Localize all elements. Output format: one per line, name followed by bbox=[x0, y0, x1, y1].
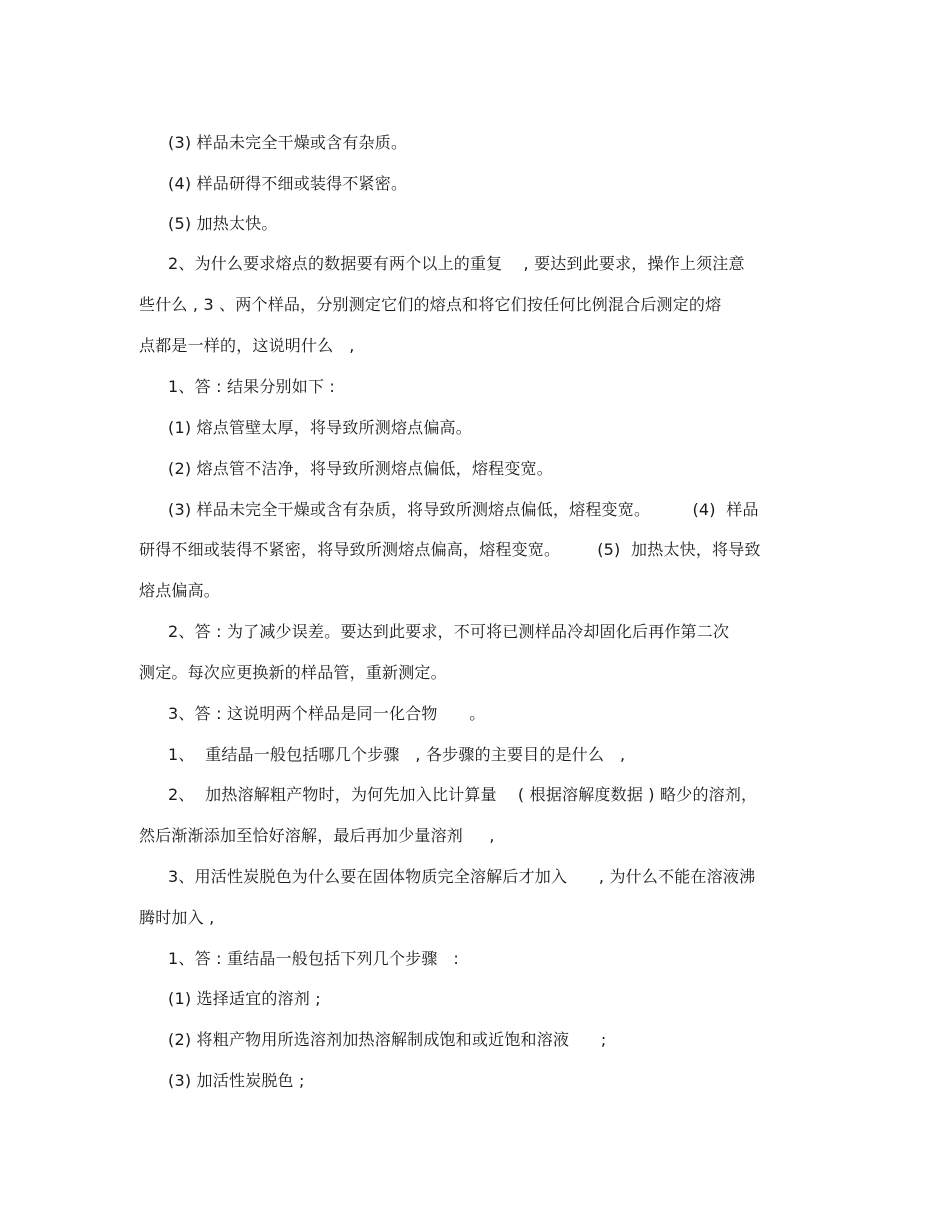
text-line: 测定。每次应更换新的样品管，重新测定。 bbox=[139, 663, 447, 682]
text-line: 2、答 : 为了减少误差。要达到此要求，不可将已测样品冷却固化后再作第二次 bbox=[168, 622, 730, 641]
text-line: 1、答 : 重结晶一般包括下列几个步骤 : bbox=[168, 949, 459, 968]
text-line: (4) 样品研得不细或装得不紧密。 bbox=[168, 174, 408, 193]
text-line: (2) 熔点管不洁净，将导致所测熔点偏低，熔程变宽。 bbox=[168, 459, 553, 478]
text-line: (3) 样品未完全干燥或含有杂质。 bbox=[168, 133, 408, 152]
text-line: (5) 加热太快。 bbox=[168, 214, 278, 233]
text-line: (1) 熔点管壁太厚，将导致所测熔点偏高。 bbox=[168, 418, 472, 437]
text-line: (3) 加活性炭脱色 ; bbox=[168, 1071, 305, 1090]
text-line: 2、为什么要求熔点的数据要有两个以上的重复 , 要达到此要求，操作上须注意 bbox=[168, 254, 745, 273]
text-line: 腾时加入 , bbox=[139, 908, 215, 927]
text-line: 1、 重结晶一般包括哪几个步骤 , 各步骤的主要目的是什么 , bbox=[168, 745, 626, 764]
text-line: 3、用活性炭脱色为什么要在固体物质完全溶解后才加入 , 为什么不能在溶液沸 bbox=[168, 867, 756, 886]
text-line: 研得不细或装得不紧密，将导致所测熔点偏高，熔程变宽。 (5) 加热太快，将导致 bbox=[139, 540, 761, 559]
text-line: 点都是一样的，这说明什么 , bbox=[139, 336, 355, 355]
text-line: 2、 加热溶解粗产物时，为何先加入比计算量 ( 根据溶解度数据 ) 略少的溶剂， bbox=[168, 785, 758, 804]
text-line: 熔点偏高。 bbox=[139, 581, 221, 600]
text-line: 些什么 , 3 、两个样品，分别测定它们的熔点和将它们按任何比例混合后测定的熔 bbox=[139, 295, 722, 314]
text-line: 然后渐渐添加至恰好溶解，最后再加少量溶剂 , bbox=[139, 826, 495, 845]
text-line: 3、答 : 这说明两个样品是同一化合物 。 bbox=[168, 704, 486, 723]
text-line: (2) 将粗产物用所选溶剂加热溶解制成饱和或近饱和溶液 ; bbox=[168, 1030, 607, 1049]
text-line: (1) 选择适宜的溶剂 ; bbox=[168, 989, 321, 1008]
text-line: 1、答 : 结果分别如下 : bbox=[168, 377, 336, 396]
text-line: (3) 样品未完全干燥或含有杂质，将导致所测熔点偏低，熔程变宽。 (4) 样品 bbox=[168, 500, 759, 519]
